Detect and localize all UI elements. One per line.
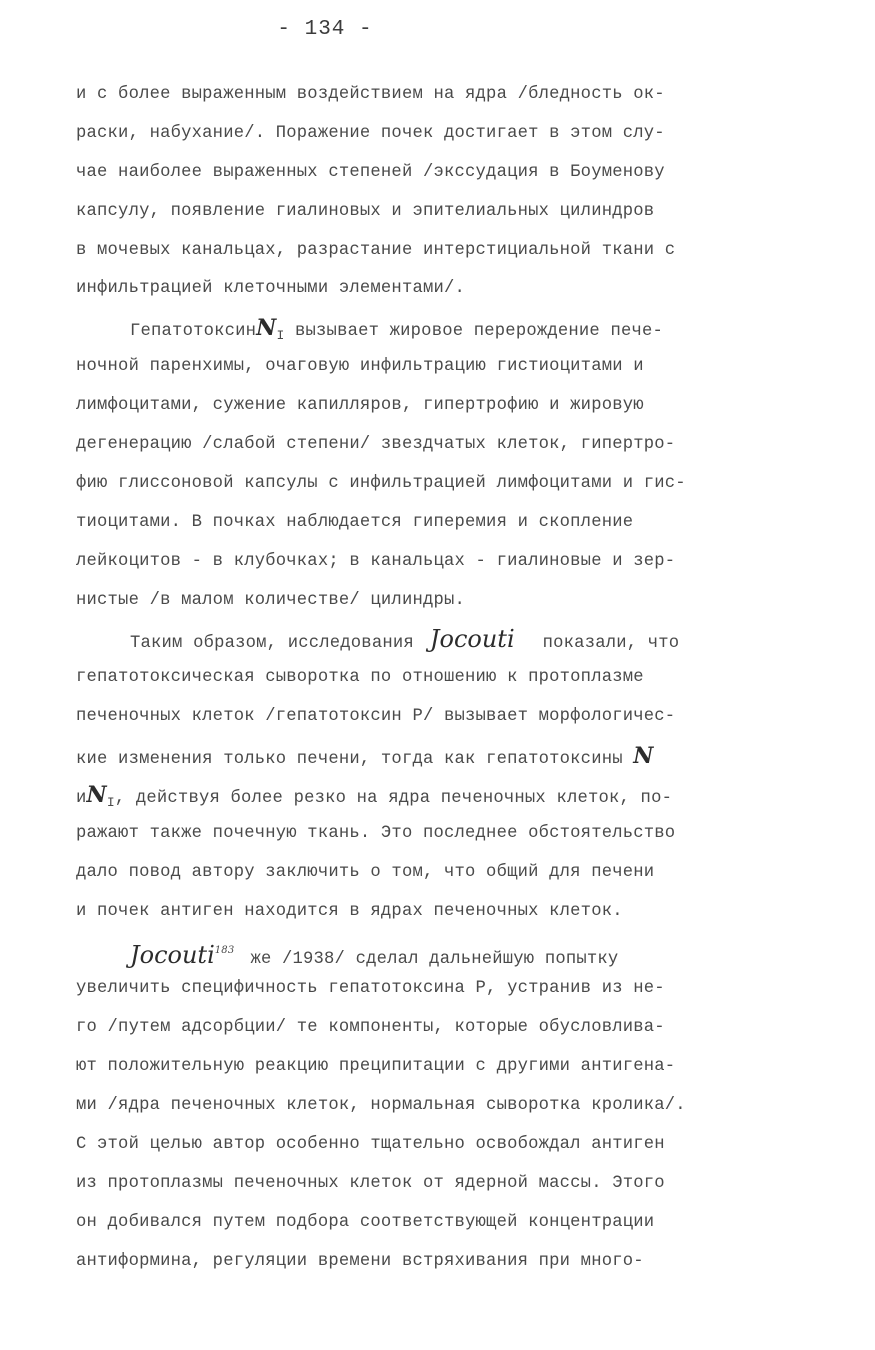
text-line: дало повод автору заключить о том, что общий для печени [76, 862, 655, 882]
reference-number: 183 [214, 944, 235, 956]
text-line: гепатотоксическая сыворотка по отношению к протоплазме [76, 668, 644, 688]
handwritten-author-name: Jocouti [130, 940, 215, 969]
handwritten-n-symbol: N [633, 743, 654, 770]
body-text [76, 76, 806, 1282]
text-line: капсулу, появление гиалиновых и эпителиальных цилиндров [76, 201, 655, 221]
text-line: лимфоцитами, сужение капилляров, гипертрофию и жировую [76, 396, 644, 416]
text-segment: же /1938/ сделал дальнейшую попытку [250, 949, 619, 969]
text-line: чае наиболее выраженных степеней /экссудация в Боуменову [76, 162, 665, 182]
text-line: фию глиссоновой капсулы с инфильтрацией лимфоцитами и гис- [76, 473, 686, 493]
text-segment: Таким образом, исследования [130, 634, 414, 654]
text-line: и с более выраженным воздействием на ядра /бледность ок- [76, 85, 665, 104]
text-line: лейкоцитов - в клубочках; в канальцах - гиалиновые и зер- [76, 551, 676, 571]
page-number: - 134 - [277, 18, 373, 41]
paragraph-start-line [76, 309, 806, 348]
text-line: раски, набухание/. Поражение почек достигает в этом слу- [76, 123, 665, 143]
text-line: дегенерацию /слабой степени/ звездчатых клеток, гипертро- [76, 435, 676, 455]
text-line [76, 737, 806, 776]
text-line: С этой целью автор особенно тщательно освобождал антиген [76, 1135, 665, 1155]
handwritten-author-name: Jocouti [429, 625, 515, 654]
handwritten-n-symbol: N [256, 315, 277, 342]
paragraph-start-line [76, 932, 806, 971]
text-line: ют положительную реакцию преципитации с другими антигена- [76, 1057, 676, 1077]
text-line: увеличить специфичность гепатотоксина Р, устранив из не- [76, 979, 665, 999]
text-line: го /путем адсорбции/ те компоненты, которые обусловлива- [76, 1018, 665, 1038]
text-segment: кие изменения только печени, тогда как гепатотоксины [76, 750, 623, 770]
text-line: в мочевых канальцах, разрастание интерстициальной ткани с [76, 240, 676, 260]
text-line [76, 776, 806, 815]
text-line: он добивался путем подбора соответствующей концентрации [76, 1212, 655, 1232]
text-line: из протоплазмы печеночных клеток от ядерной массы. Этого [76, 1173, 665, 1193]
roman-subscript: I [276, 328, 285, 344]
text-segment: и [76, 789, 87, 809]
paragraph-start-line [76, 620, 806, 659]
text-line: тиоцитами. В почках наблюдается гиперемия и скопление [76, 512, 634, 532]
text-line: ночной паренхимы, очаговую инфильтрацию гистиоцитами и [76, 357, 644, 377]
text-line: нистые /в малом количестве/ цилиндры. [76, 590, 466, 610]
text-line: и почек антиген находится в ядрах печеночных клеток. [76, 901, 623, 921]
text-segment: Гепатотоксин [130, 322, 257, 342]
text-line: антиформина, регуляции времени встряхивания при много- [76, 1251, 644, 1271]
text-segment: , действуя более резко на ядра печеночных клеток, по- [114, 789, 673, 809]
handwritten-n-symbol: N [86, 782, 107, 809]
text-segment: вызывает жировое перерождение пече- [295, 322, 664, 342]
text-segment: показали, что [542, 634, 680, 654]
text-line: печеночных клеток /гепатотоксин Р/ вызывает морфологичес- [76, 707, 676, 727]
text-line: инфильтрацией клеточными элементами/. [76, 279, 466, 299]
roman-subscript: I [106, 795, 115, 811]
text-line: ражают также почечную ткань. Это последнее обстоятельство [76, 823, 676, 843]
text-line: ми /ядра печеночных клеток, нормальная сыворотка кролика/. [76, 1096, 686, 1116]
